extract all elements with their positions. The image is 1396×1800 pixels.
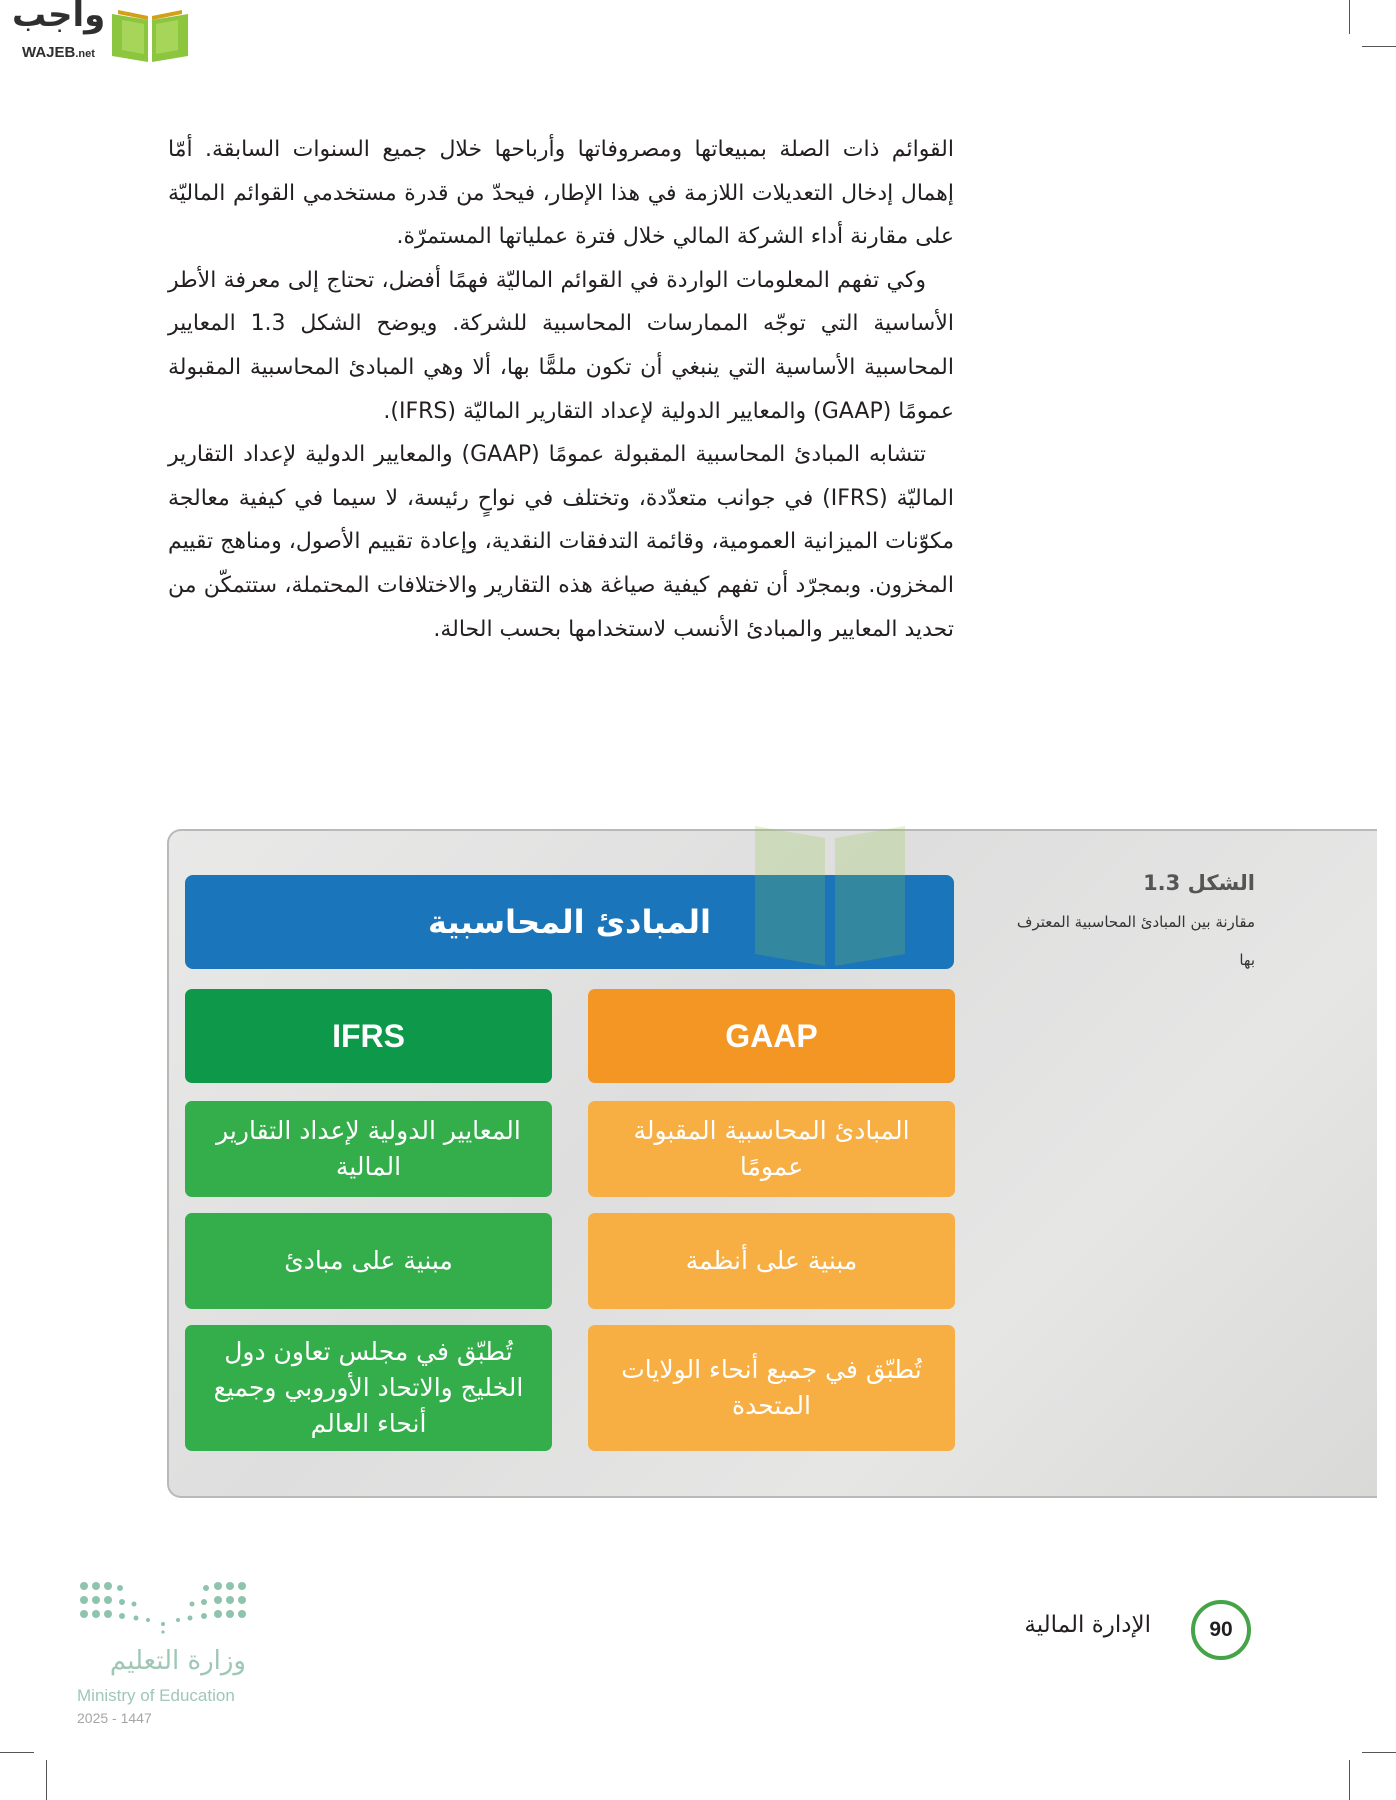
ministry-year: 2025 - 1447 [77, 1710, 152, 1726]
crop-mark [0, 1752, 34, 1753]
crop-mark [1349, 0, 1350, 34]
figure-description: مقارنة بين المبادئ المحاسبية المعترف بها [1016, 913, 1255, 969]
gaap-cell: المبادئ المحاسبية المقبولة عمومًا [588, 1101, 955, 1197]
logo-arabic-text: واجب [12, 0, 106, 35]
page-number: 90 [1191, 1600, 1251, 1660]
ifrs-cell: تُطبّق في مجلس تعاون دول الخليج والاتحاد الأوروبي وجميع أنحاء العالم [185, 1325, 552, 1451]
ministry-arabic-name: وزارة التعليم [109, 1646, 246, 1676]
figure-number: الشكل 1.3 [1143, 871, 1255, 895]
open-book-icon [108, 6, 192, 64]
logo-english-text: WAJEB.net [22, 44, 95, 61]
site-logo[interactable] [8, 0, 188, 66]
paragraph: القوائم ذات الصلة بمبيعاتها ومصروفاتها وأرباحها خلال جميع السنوات السابقة. أمّا إهمال إدخال التعديلات اللازمة في هذا الإطار، فيحدّ من قدرة مستخدمي القوائم الماليّة على مقارنة أداء الشركة المالي خلال فترة عملياتها المستمرّة. [168, 137, 954, 250]
gaap-cell: مبنية على أنظمة [588, 1213, 955, 1309]
ministry-dots-icon [78, 1580, 248, 1638]
figure-panel [167, 829, 1377, 1498]
ifrs-header: IFRS [185, 989, 552, 1083]
diagram-title: المبادئ المحاسبية [185, 875, 954, 969]
figure-caption [1015, 871, 1255, 979]
paragraph: وكي تفهم المعلومات الواردة في القوائم الماليّة فهمًا أفضل، تحتاج إلى معرفة الأطر الأساسية التي توجّه الممارسات المحاسبية للشركة. ويوضح الشكل 1.3 المعايير المحاسبية الأساسية التي ينبغي أن تكون ملمًّا بها، ألا وهي المبادئ المحاسبية المقبولة عمومًا (GAAP) والمعايير الدولية لإعداد التقارير الماليّة (IFRS). [168, 267, 954, 424]
crop-mark [46, 1760, 47, 1800]
gaap-header: GAAP [588, 989, 955, 1083]
book-title: الإدارة المالية [1024, 1612, 1151, 1638]
ministry-logo [74, 1576, 254, 1736]
paragraph: تتشابه المبادئ المحاسبية المقبولة عمومًا (GAAP) والمعايير الدولية لإعداد التقارير الماليّة (IFRS) في جوانب متعدّدة، وتختلف في نواحٍ رئيسة، لا سيما في كيفية معالجة مكوّنات الميزانية العمومية، وقائمة التدفقات النقدية، وإعادة تقييم الأصول، ومناهج تقييم المخزون. وبمجرّد أن تفهم كيفية صياغة هذه التقارير والاختلافات المحتملة، ستتمكّن من تحديد المعايير والمبادئ الأنسب لاستخدامها بحسب الحالة. [168, 442, 954, 642]
ifrs-cell: مبنية على مبادئ [185, 1213, 552, 1309]
ministry-english-name: Ministry of Education [77, 1686, 235, 1705]
crop-mark [1362, 46, 1396, 47]
gaap-cell: تُطبّق في جميع أنحاء الولايات المتحدة [588, 1325, 955, 1451]
body-text [168, 128, 954, 651]
ifrs-cell: المعايير الدولية لإعداد التقارير المالية [185, 1101, 552, 1197]
crop-mark [1349, 1760, 1350, 1800]
crop-mark [1362, 1752, 1396, 1753]
